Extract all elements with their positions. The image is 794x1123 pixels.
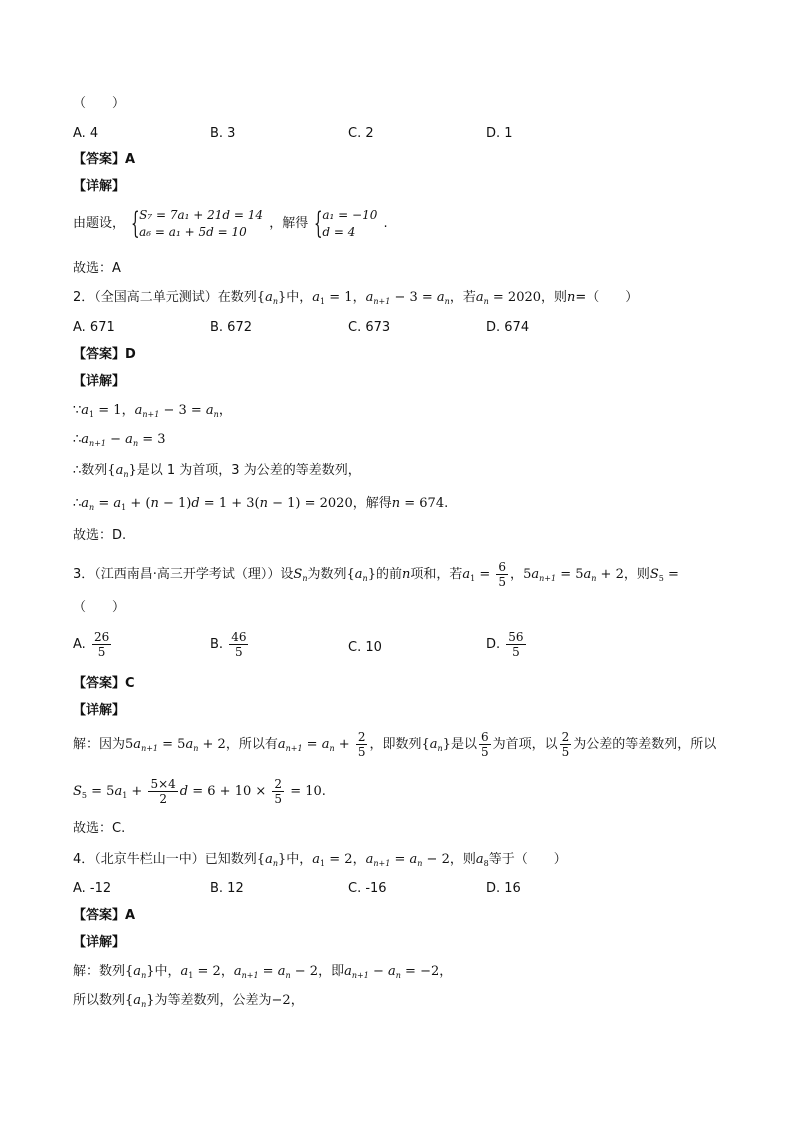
q3-option-d-label: D. xyxy=(486,637,501,652)
q1-system-row-2: a₆ = a₁ + 5d = 10 xyxy=(139,224,247,239)
q2-l1-end: ， xyxy=(218,403,232,418)
q3-detail-label: 【详解】 xyxy=(73,703,126,718)
q2-l4-mid: ，解得 xyxy=(352,496,392,511)
q3-var-n: n xyxy=(401,567,411,582)
q2-detail-line-1 xyxy=(73,403,232,423)
q4-l2-end: ， xyxy=(290,993,304,1008)
q3-option-a xyxy=(73,630,113,659)
q2-l3-text: 是以 1 为首项，3 为公差的等差数列， xyxy=(136,463,361,478)
q2-l2-prefix: ∴ xyxy=(73,432,82,447)
q3-target-s5: $S_5$ = xyxy=(649,567,679,583)
q2-l1-sep: ， xyxy=(121,403,135,418)
q2-cond-recurrence: $a_{n+1} - 3 = a_n$ xyxy=(365,290,450,306)
q1-detail-label: 【详解】 xyxy=(73,179,126,194)
q2-choose: 故选：D. xyxy=(73,528,127,543)
q3-option-d-den: 5 xyxy=(512,645,520,659)
q4-option-c: C. -16 xyxy=(348,881,387,896)
q2-l1-prefix: ∵ xyxy=(73,403,82,418)
q3-option-a-frac xyxy=(92,630,111,659)
q1-result-row-2: d = 4 xyxy=(322,224,356,239)
q2-seq-an: $\{a_n\}$ xyxy=(256,290,287,306)
q2-stem-end: =（ ） xyxy=(575,290,639,305)
q3-var-sn: $S_n$ xyxy=(293,567,308,583)
q3-l1-first-term: $\frac{6}{5}$ xyxy=(480,730,489,759)
q3-l1-prefix: 解：因为 xyxy=(73,737,126,752)
q3-option-d-num: 56 xyxy=(508,630,524,644)
q4-stem xyxy=(73,852,567,872)
q3-option-b-den: 5 xyxy=(235,645,243,659)
q4-detail-label: 【详解】 xyxy=(73,935,126,950)
q4-l1-seq: $\{a_n\}$ xyxy=(125,964,155,980)
q2-option-b: B. 672 xyxy=(210,320,252,335)
q1-choose: 故选：A xyxy=(73,261,121,276)
q4-seq-an: $\{a_n\}$ xyxy=(256,852,287,868)
q3-l2-formula: $S_5 = 5a_1$ + $\frac{5\times 4}{2}$ d = 6 + 10 × $\frac{2}{5}$ = 10 xyxy=(73,777,322,806)
q2-detail-line-3 xyxy=(73,463,361,483)
q4-target-a8: $a_8$ xyxy=(475,852,489,868)
q4-stem-mid1: 中， xyxy=(286,852,313,867)
q1-equation-system: { S₇ = 7a₁ + 21d = 14 a₆ = a₁ + 5d = 10 xyxy=(131,205,264,241)
q3-option-d xyxy=(486,630,528,659)
q3-option-a-den: 5 xyxy=(97,645,106,659)
q2-stem-mid3: ，若 xyxy=(449,290,476,305)
q1-option-a: A. 4 xyxy=(73,126,99,141)
q4-cond-recurrence: $a_{n+1} = a_n - 2$ xyxy=(365,852,450,868)
q2-detail-label: 【详解】 xyxy=(73,374,126,389)
q2-cond-value: $a_n = 2020$ xyxy=(475,290,542,306)
q1-option-d: D. 1 xyxy=(486,126,513,141)
q4-detail-line-1 xyxy=(73,964,452,984)
q4-l1-prefix: 解：数列 xyxy=(73,964,126,979)
q3-l1-mid5: 为公差的等差数列，所以 xyxy=(573,737,717,752)
q2-detail-line-2 xyxy=(73,432,166,452)
q1-option-c: C. 2 xyxy=(348,126,374,141)
q2-stem-mid1: 中， xyxy=(286,290,313,305)
q3-option-a-label: A. xyxy=(73,637,86,652)
q4-detail-line-2 xyxy=(73,993,304,1013)
q3-l1-common-diff: $\frac{2}{5}$ xyxy=(561,730,570,759)
q1-solution-system: { a₁ = −10 d = 4 xyxy=(314,205,378,241)
q3-stem-mid4: ， xyxy=(510,567,524,582)
q4-l1-mid1: 中， xyxy=(154,964,181,979)
q3-stem-prefix: 3．（江西南昌·高三开学考试（理））设 xyxy=(73,567,294,582)
q1-solution-mid: ，解得 xyxy=(269,216,309,231)
q1-solution-line xyxy=(73,206,388,242)
q4-l1-difference: $a_{n+1} - a_n = -2$ xyxy=(344,964,440,980)
q3-answer-paren: （ ） xyxy=(73,600,126,615)
q3-l1-mid1: ，所以有 xyxy=(225,737,278,752)
q3-stem-mid5: ，则 xyxy=(623,567,650,582)
q3-stem-mid1: 为数列 xyxy=(307,567,347,582)
q2-option-a: A. 671 xyxy=(73,320,115,335)
q2-l4-formula: $a_n = a_1 + (n - 1)d = 1 + 3(n - 1) = 2020$ xyxy=(81,496,353,512)
q3-stem-mid3: 项和，若 xyxy=(410,567,463,582)
q3-detail-line-2 xyxy=(73,776,326,812)
q1-system-row-1: S₇ = 7a₁ + 21d = 14 xyxy=(139,207,264,222)
q4-cond-a1: $a_1 = 2$ xyxy=(312,852,353,868)
q4-l1-a1: $a_1 = 2$ xyxy=(180,964,221,980)
q3-option-b-frac xyxy=(229,630,248,659)
q3-option-b-num: 46 xyxy=(231,630,247,644)
q3-cond-recurrence: $5a_{n+1} = 5a_n + 2$ xyxy=(523,567,624,583)
q2-stem-mid2: ， xyxy=(352,290,366,305)
q3-option-c: C. 10 xyxy=(348,640,382,655)
q4-stem-mid2: ， xyxy=(352,852,366,867)
q2-option-d: D. 674 xyxy=(486,320,530,335)
q4-answer-label: 【答案】A xyxy=(73,908,136,923)
q3-stem xyxy=(73,560,679,594)
q3-l1-recurrence-2: $a_{n+1} = a_n$ + $\frac{2}{5}$ xyxy=(277,730,366,759)
q2-l4-result: n = 674 xyxy=(391,496,445,511)
q1-answer-label: 【答案】A xyxy=(73,152,136,167)
q2-stem-prefix: 2．（全国高二单元测试）在数列 xyxy=(73,290,257,305)
q4-option-d: D. 16 xyxy=(486,881,521,896)
q3-option-a-num: 26 xyxy=(93,630,110,644)
q4-option-a: A. -12 xyxy=(73,881,112,896)
q3-l1-seq: $\{a_n\}$ xyxy=(421,737,451,753)
q3-seq-an: $\{a_n\}$ xyxy=(346,567,376,583)
q4-l2-seq: $\{a_n\}$ xyxy=(125,993,155,1009)
q1-option-b: B. 3 xyxy=(210,126,236,141)
q3-cond-a1: $a_1$ = $\frac{6}{5}$ xyxy=(462,560,507,589)
q1-result-row-1: a₁ = −10 xyxy=(322,207,378,222)
q2-l4-prefix: ∴ xyxy=(73,496,82,511)
q2-var-n: n xyxy=(567,290,576,305)
q4-stem-end: 等于（ ） xyxy=(488,852,567,867)
q3-option-d-frac xyxy=(506,630,525,659)
q4-stem-prefix: 4．（北京牛栏山一中）已知数列 xyxy=(73,852,257,867)
q4-l2-value: −2 xyxy=(271,993,291,1008)
q2-cond-a1: $a_1 = 1$ xyxy=(312,290,353,306)
q3-detail-line-1 xyxy=(73,730,716,764)
q2-l3-seq: $\{a_n\}$ xyxy=(107,463,137,479)
q3-l2-end: . xyxy=(321,784,326,799)
q3-l1-mid3: 是以 xyxy=(450,737,477,752)
q2-l1-recurrence: $a_{n+1} - 3 = a_n$ xyxy=(134,403,219,419)
q1-solution-end: . xyxy=(383,216,388,231)
q4-l2-mid: 为等差数列，公差为 xyxy=(154,993,272,1008)
q2-l1-a1: $a_1 = 1$ xyxy=(81,403,122,419)
q2-stem-mid4: ，则 xyxy=(541,290,568,305)
q4-stem-mid3: ，则 xyxy=(449,852,476,867)
q4-l1-mid3: ，即 xyxy=(318,964,345,979)
q4-l1-end: ， xyxy=(439,964,453,979)
q3-stem-mid2: 的前 xyxy=(375,567,402,582)
q3-option-b xyxy=(210,630,250,659)
q4-l2-prefix: 所以数列 xyxy=(73,993,126,1008)
q2-option-c: C. 673 xyxy=(348,320,391,335)
q2-l3-prefix: ∴数列 xyxy=(73,463,108,478)
q4-l1-mid2: ， xyxy=(220,964,234,979)
q2-answer-label: 【答案】D xyxy=(73,347,136,362)
q4-l1-recurrence: $a_{n+1} = a_n - 2$ xyxy=(233,964,319,980)
q2-detail-line-4 xyxy=(73,496,448,516)
q3-l1-recurrence: $5a_{n+1} = 5a_n + 2$ xyxy=(125,737,226,753)
q3-l1-mid4: 为首项，以 xyxy=(492,737,558,752)
q1-solution-prefix: 由题设， xyxy=(73,216,126,231)
q2-l2-difference: $a_{n+1} - a_n = 3$ xyxy=(81,432,166,448)
q3-choose: 故选：C. xyxy=(73,821,126,836)
q1-answer-paren: （ ） xyxy=(73,96,126,111)
q3-option-b-label: B. xyxy=(210,637,224,652)
q3-l1-mid2: ，即数列 xyxy=(369,737,422,752)
q2-stem xyxy=(73,290,638,310)
q3-answer-label: 【答案】C xyxy=(73,676,135,691)
q4-option-b: B. 12 xyxy=(210,881,244,896)
q2-l4-end: . xyxy=(444,496,449,511)
